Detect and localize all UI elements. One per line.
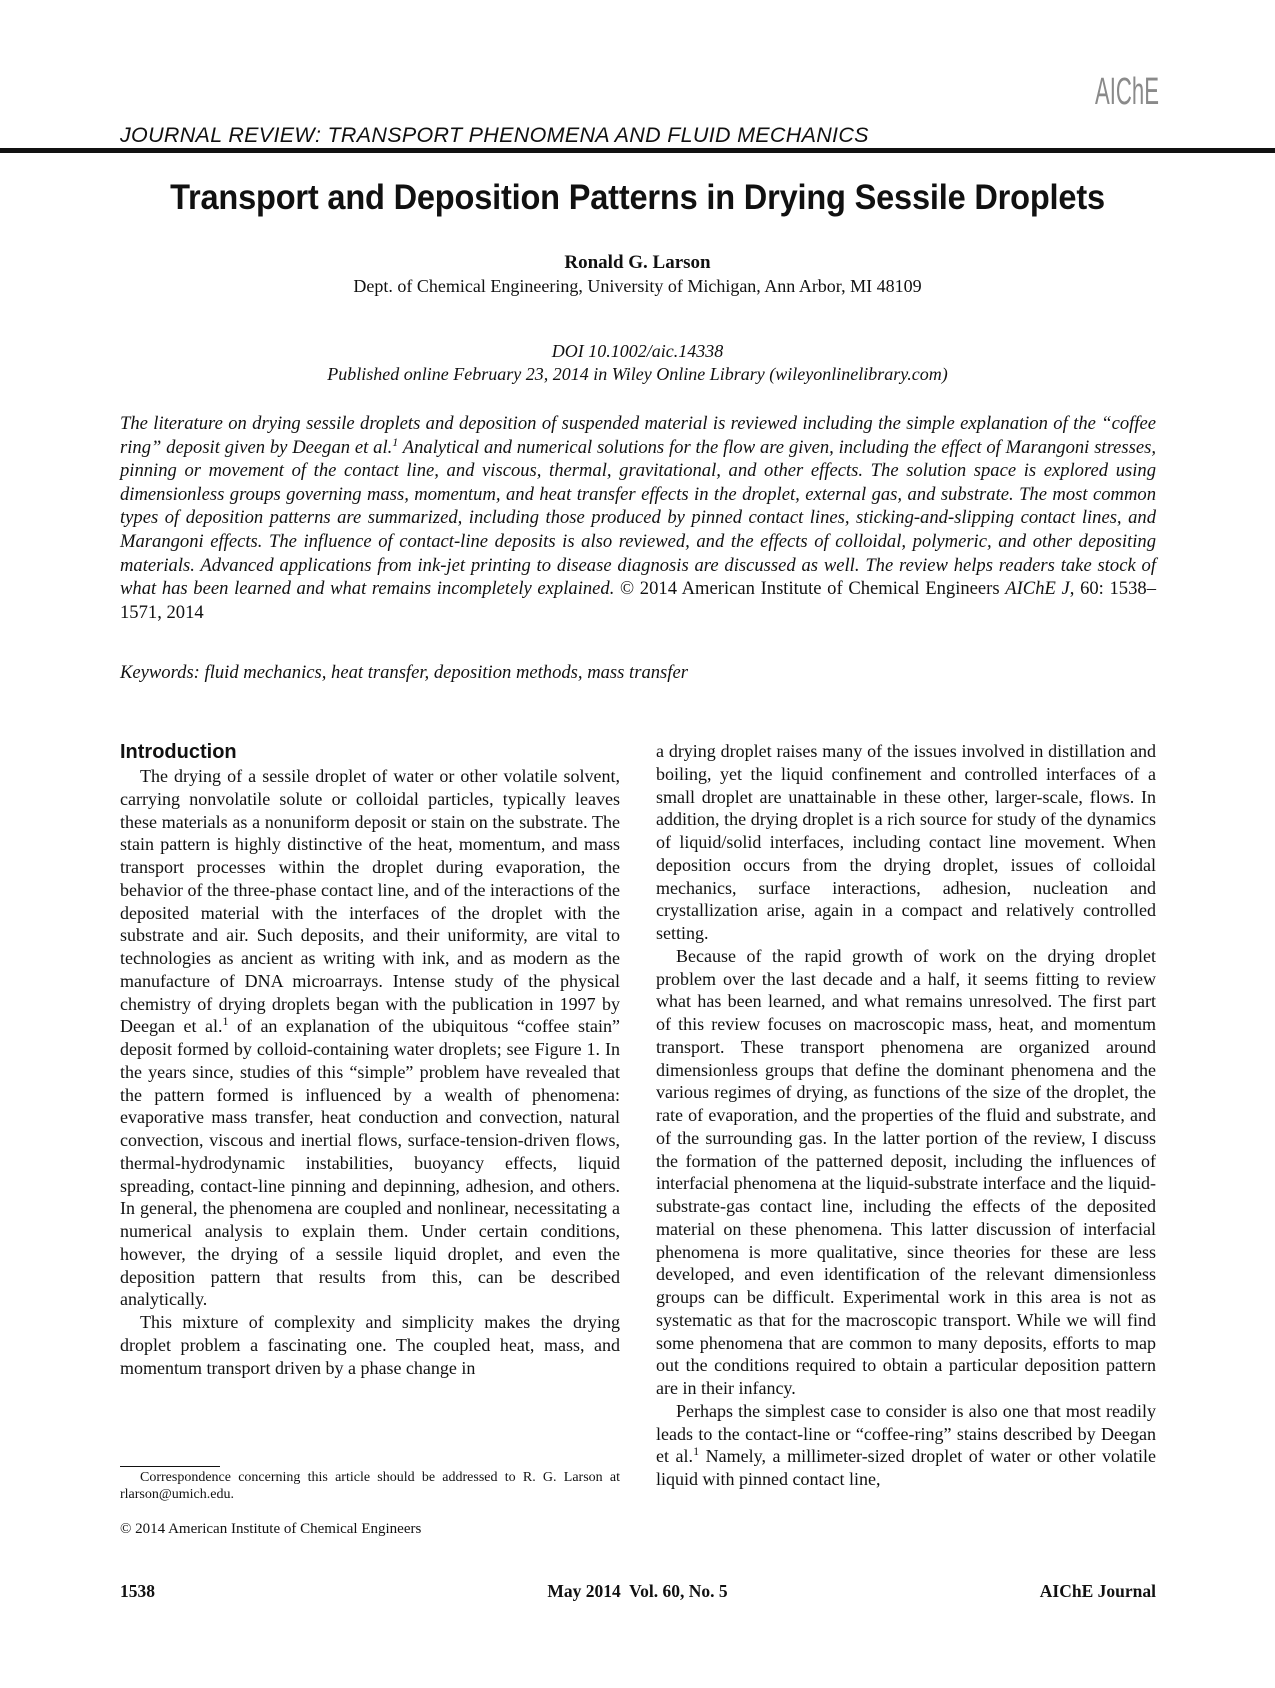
abstract (120, 412, 1156, 624)
correspondence-footnote: Correspondence concerning this article should be addressed to R. G. Larson at rlarson@umich.edu. (120, 1470, 620, 1502)
paragraph-text: Namely, a millimeter-sized droplet of water or other volatile liquid with pinned contact line, (656, 1446, 1157, 1489)
paragraph-text: The drying of a sessile droplet of water or other volatile solvent, carrying nonvolatile solute or colloidal particles, typically leaves these materials as a nonuniform deposit or stain on the substrate. The stain pattern is highly distinctive of the heat, momentum, and mass transport processes within the droplet during evaporation, the behavior of the three-phase contact line, and of the interactions of the deposited material with the interfaces of the droplet with the substrate and air. Such deposits, and their uniformity, are vital to technologies as ancient as writing with ink, and as modern as the manufacture of DNA microarrays. Intense study of the physical chemistry of drying droplets began with the publication in 1997 by Deegan et al. (120, 766, 620, 1037)
paragraph: a drying droplet raises many of the issues involved in distillation and boiling, yet the liquid confinement and controlled interfaces of a small droplet are unattainable in these other, larger-scale, flows. In addition, the drying droplet is a rich source for study of the dynamics of liquid/solid interfaces, including contact line movement. When deposition occurs from the drying droplet, issues of colloidal mechanics, surface interactions, adhesion, nucleation and crystallization arise, again in a compact and relatively controlled setting. (656, 741, 1156, 943)
paragraph (656, 1400, 1156, 1491)
reference-marker: 1 (222, 1014, 229, 1029)
abstract-citation: , 60: 1538–1571, 2014 (120, 578, 1156, 623)
page-number: 1538 (120, 1581, 155, 1601)
reference-marker: 1 (693, 1444, 700, 1459)
doi: DOI 10.1002/aic.14338 (551, 341, 724, 361)
abstract-text-1: The literature on drying sessile droplets and deposition of suspended material is reviewed including the simple explanation of the “coffee ring” deposit given by Deegan et al. (120, 413, 1156, 458)
article-title: Transport and Deposition Patterns in Drying Sessile Droplets (170, 178, 1105, 217)
author-affiliation: Dept. of Chemical Engineering, University of Michigan, Ann Arbor, MI 48109 (353, 276, 922, 296)
abstract-ref-1: 1 (392, 434, 399, 449)
author-name: Ronald G. Larson (564, 252, 711, 273)
aiche-logo-text: AIChE (1095, 71, 1159, 113)
body-column-left (120, 765, 620, 1379)
paragraph: Because of the rapid growth of work on the drying droplet problem over the last decade and a half, it seems fitting to review what has been learned, and what remains unresolved. The first part of this review focuses on macroscopic mass, heat, and momentum transport. These transport phenomena are organized around dimensionless groups that define the dominant phenomena and the various regimes of drying, as functions of the size of the droplet, the rate of evaporation, and the properties of the fluid and substrate, and of the surrounding gas. In the latter portion of the review, I discuss the formation of the patterned deposit, including the influences of interfacial phenomena at the liquid-substrate interface and the liquid-substrate-gas contact line, including the effects of the deposited material on these phenomena. This latter discussion of interfacial phenomena is more qualitative, since theories for these are less developed, and even identification of the relevant dimensionless groups can be difficult. Experimental work in this area is not as systematic as that for the macroscopic transport. While we will find some phenomena that are common to many deposits, efforts to map out the conditions required to obtain a particular deposition pattern are in their infancy. (656, 945, 1156, 1398)
copyright-note: © 2014 American Institute of Chemical Engineers (120, 1521, 422, 1537)
abstract-journal: AIChE J (1005, 578, 1070, 600)
abstract-text-2: Analytical and numerical solutions for the flow are given, including the effect of Marangoni stresses, pinning or movement of the contact line, and viscous, thermal, gravitational, and other effects. The solution space is explored using dimensionless groups governing mass, momentum, and heat transfer effects in the droplet, external gas, and substrate. The most common types of deposition patterns are summarized, including those produced by pinned contact lines, sticking-and-slipping contact lines, and Marangoni effects. The influence of contact-line deposits is also reviewed, and the effects of colloidal, polymeric, and other depositing materials. Advanced applications from ink-jet printing to disease diagnosis are discussed as well. The review helps readers take stock of what has been learned and what remains incompletely explained. (120, 436, 1156, 600)
paragraph (120, 765, 620, 1311)
abstract-copyright: © 2014 American Institute of Chemical Engineers (614, 578, 1006, 600)
aiche-logo (1095, 70, 1160, 112)
keywords: Keywords: fluid mechanics, heat transfer, deposition methods, mass transfer (120, 662, 688, 683)
paragraph-text: Perhaps the simplest case to consider is also one that most readily leads to the contact-line or “coffee-ring” stains described by Deegan et al. (656, 1400, 1156, 1467)
published-line: Published online February 23, 2014 in Wiley Online Library (wileyonlinelibrary.com) (327, 364, 948, 384)
body-column-right (656, 740, 1156, 1491)
section-heading-introduction: Introduction (120, 741, 237, 763)
header-rule (0, 148, 1275, 153)
paragraph-text: of an explanation of the ubiquitous “coffee stain” deposit formed by colloid-containing water droplets; see Figure 1. In the years since, studies of this “simple” problem have revealed that the pattern formed is influenced by a wealth of phenomena: evaporative mass transfer, heat conduction and convection, natural convection, viscous and inertial flows, surface-tension-driven flows, thermal-hydrodynamic instabilities, buoyancy effects, liquid spreading, contact-line pinning and depinning, adhesion, and others. In general, the phenomena are coupled and nonlinear, necessitating a numerical analysis to explain them. Under certain conditions, however, the drying of a sessile liquid droplet, and even the deposition pattern that results from this, can be described analytically. (120, 1016, 620, 1310)
footnote-rule (120, 1466, 220, 1467)
journal-name: AIChE Journal (1039, 1581, 1156, 1601)
running-head: JOURNAL REVIEW: TRANSPORT PHENOMENA AND FLUID MECHANICS (120, 123, 869, 147)
paragraph: This mixture of complexity and simplicity makes the drying droplet problem a fascinating one. The coupled heat, mass, and momentum transport driven by a phase change in (120, 1312, 620, 1378)
issue-info: May 2014 Vol. 60, No. 5 (547, 1581, 728, 1601)
